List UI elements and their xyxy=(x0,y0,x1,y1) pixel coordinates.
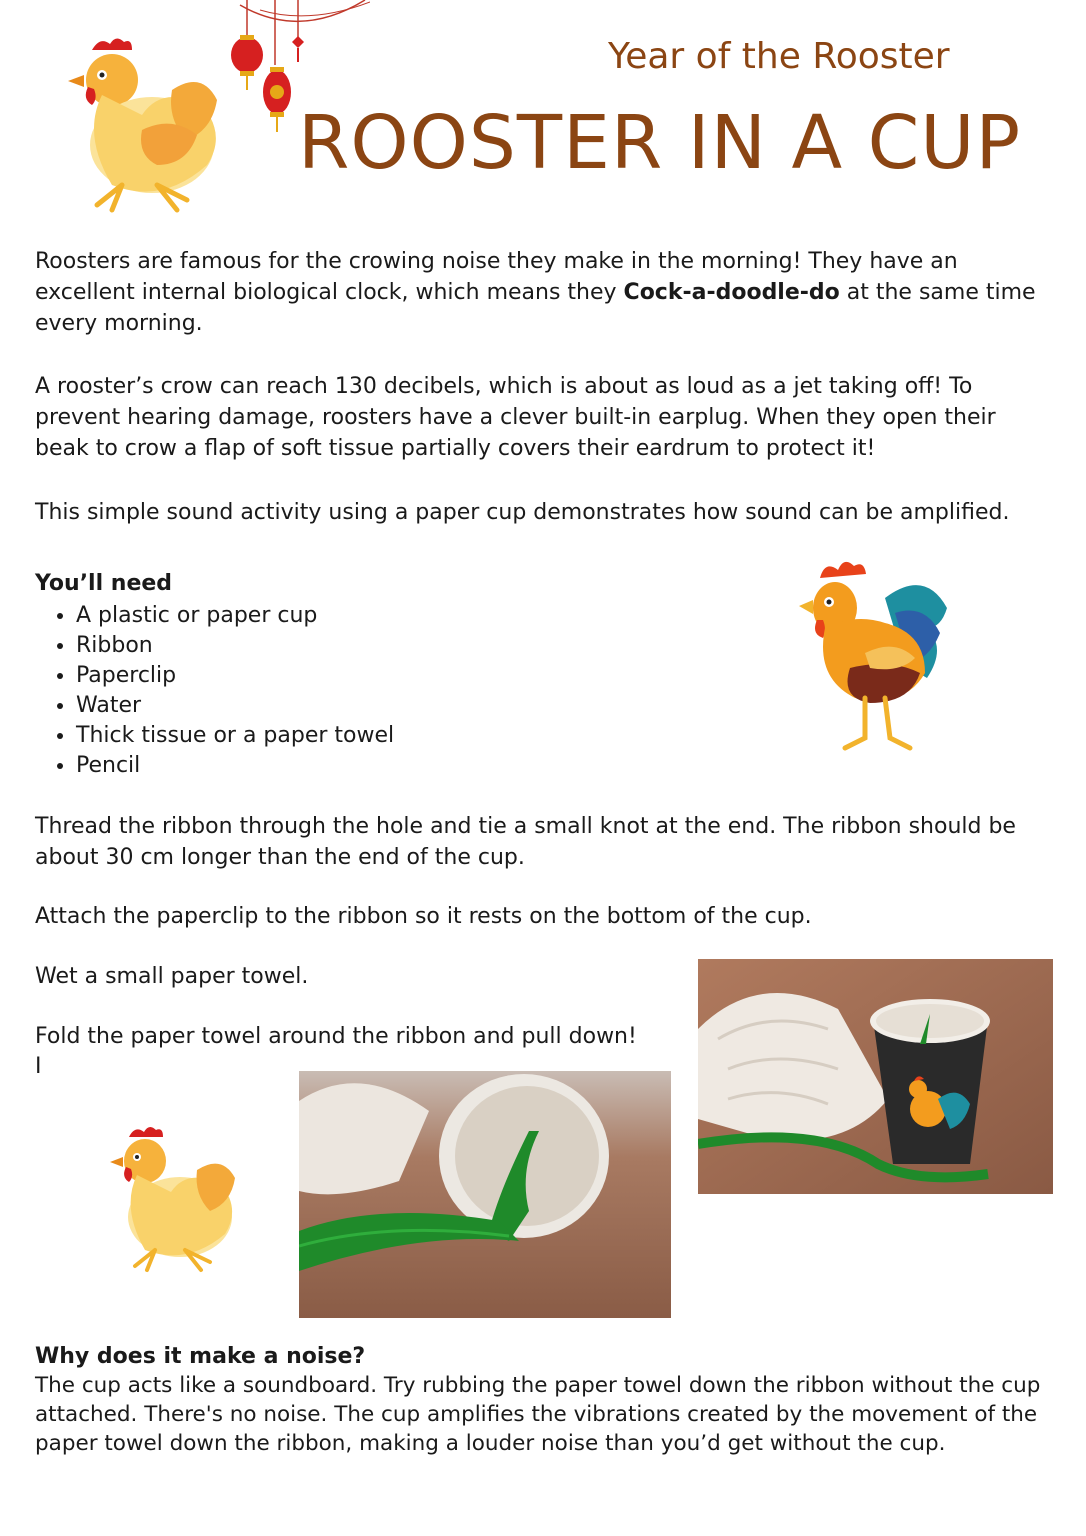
step-2: Attach the paperclip to the ribbon so it rests on the bottom of the cup. xyxy=(35,904,812,929)
cup-with-rooster-photo xyxy=(698,959,1053,1194)
subtitle: Year of the Rooster xyxy=(608,36,950,77)
cup-with-ribbon-photo xyxy=(299,1071,671,1318)
list-item: • Ribbon xyxy=(76,631,394,661)
list-item: • Thick tissue or a paper towel xyxy=(76,721,394,751)
hen-illustration-bottom xyxy=(105,1125,240,1275)
intro-text-end: at the same time every morning. xyxy=(35,280,1036,336)
rooster-illustration xyxy=(795,558,955,758)
list-item: • Pencil xyxy=(76,751,394,781)
step-4: Fold the paper towel around the ribbon and pull down! xyxy=(35,1024,637,1049)
step-1: Thread the ribbon through the hole and tie a small knot at the end. The ribbon should be about 30 cm longer than the end of the cup. xyxy=(35,814,1016,870)
intro-bold-text: Cock-a-doodle-do xyxy=(623,280,840,305)
why-heading: Why does it make a noise? xyxy=(35,1344,366,1369)
needs-list xyxy=(38,601,394,781)
list-item: • A plastic or paper cup xyxy=(76,601,394,631)
intro-paragraph-2: A rooster’s crow can reach 130 decibels, which is about as loud as a jet taking off! To prevent hearing damage, roosters have a clever built-in earplug. When they open their beak to crow a flap of soft tissue partially covers their eardrum to protect it! xyxy=(35,374,996,461)
stray-character: I xyxy=(35,1054,42,1079)
hen-illustration-top xyxy=(62,35,227,215)
why-body: The cup acts like a soundboard. Try rubbing the paper towel down the ribbon without the cup attached. There's no noise. The cup amplifies the vibrations created by the movement of the paper towel down the ribbon, making a louder noise than you’d get without the cup. xyxy=(35,1373,1041,1456)
list-item: • Water xyxy=(76,691,394,721)
intro-paragraph-3: This simple sound activity using a paper cup demonstrates how sound can be amplified. xyxy=(35,500,1010,525)
page-title: ROOSTER IN A CUP xyxy=(298,100,1022,186)
intro-paragraph-1 xyxy=(35,246,1045,339)
needs-heading: You’ll need xyxy=(35,571,173,596)
intro-text: Roosters are famous for the crowing noise they make in the morning! They have an excellent internal biological clock, which means they xyxy=(35,249,958,305)
list-item: • Paperclip xyxy=(76,661,394,691)
step-3: Wet a small paper towel. xyxy=(35,964,309,989)
